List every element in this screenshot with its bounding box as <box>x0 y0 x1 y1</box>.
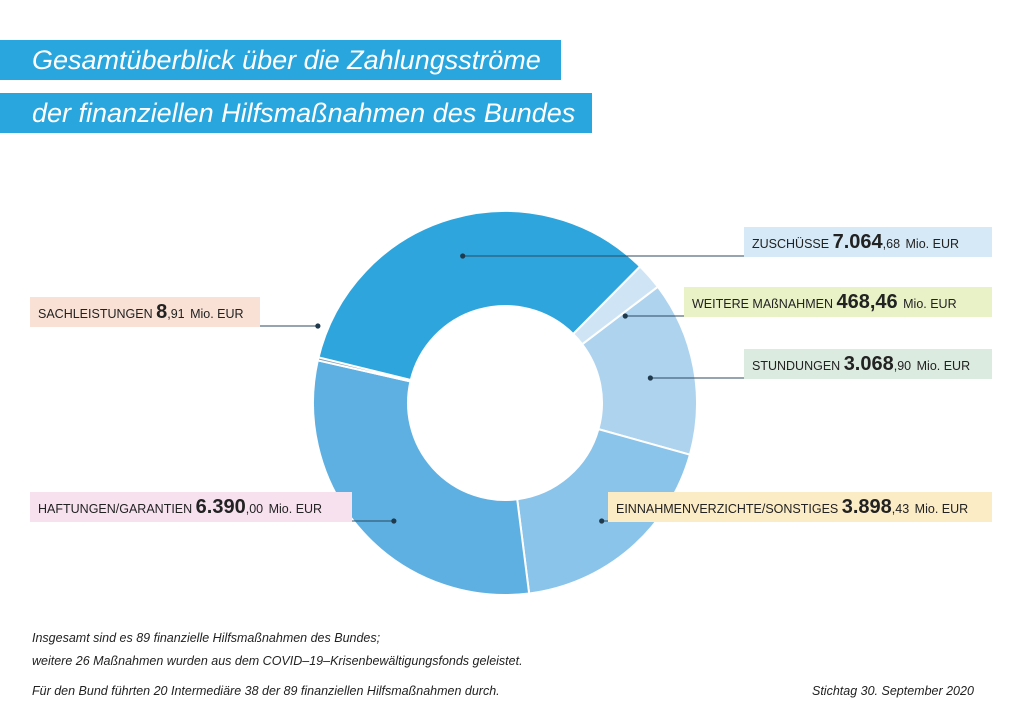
label-stundungen-value-int: 3.068 <box>843 353 894 375</box>
label-haftungen <box>30 492 352 522</box>
label-sachleistungen <box>30 297 260 327</box>
footer-line-3: Für den Bund führten 20 Intermediäre 38 der 89 finanziellen Hilfsmaßnahmen durch. <box>32 684 500 698</box>
label-einnahmen-value-int: 3.898 <box>841 496 892 518</box>
label-haftungen-unit: Mio. EUR <box>268 502 323 516</box>
label-einnahmen-value-dec: ,43 <box>891 502 910 516</box>
label-zuschuesse-value-int: 7.064 <box>832 231 883 253</box>
label-zuschuesse-value-dec: ,68 <box>882 237 901 251</box>
label-zuschuesse-name: ZUSCHÜSSE <box>752 237 830 251</box>
leader-dot-haftungen <box>391 518 396 523</box>
label-sachleistungen-value-dec: ,91 <box>167 307 185 321</box>
label-weitere-massnahmen <box>684 287 992 317</box>
label-haftungen-name: HAFTUNGEN/GARANTIEN <box>38 502 193 516</box>
label-stundungen-value-dec: ,90 <box>893 359 912 373</box>
footer-line-1: Insgesamt sind es 89 finanzielle Hilfsmaßnahmen des Bundes; <box>32 631 381 645</box>
label-sachleistungen-value-int: 8 <box>156 301 168 323</box>
label-einnahmen-name: EINNAHMENVERZICHTE/SONSTIGES <box>616 502 839 516</box>
label-einnahmenverzichte <box>608 492 992 522</box>
leader-dot-weitere <box>623 313 628 318</box>
label-zuschuesse-unit: Mio. EUR <box>905 237 959 251</box>
label-weitere-value-int: 468,46 <box>836 291 898 313</box>
label-haftungen-value-dec: ,00 <box>245 502 264 516</box>
label-weitere-unit: Mio. EUR <box>903 297 957 311</box>
title-line-1: Gesamtüberblick über die Zahlungsströme <box>0 40 561 80</box>
leader-dot-einnahmen <box>599 518 604 523</box>
footer-date: Stichtag 30. September 2020 <box>812 684 974 698</box>
slice-haftungen <box>313 360 529 595</box>
label-zuschuesse <box>744 227 992 257</box>
label-stundungen-name: STUNDUNGEN <box>752 359 841 373</box>
leader-dot-sachleistungen <box>315 323 320 328</box>
label-weitere-name: WEITERE MAßNAHMEN <box>692 297 833 311</box>
label-sachleistungen-name: SACHLEISTUNGEN <box>38 307 153 321</box>
label-stundungen <box>744 349 992 379</box>
label-einnahmen-unit: Mio. EUR <box>914 502 969 516</box>
footer-line-2: weitere 26 Maßnahmen wurden aus dem COVID–19–Krisenbewältigungsfonds geleistet. <box>32 654 523 668</box>
label-sachleistungen-unit: Mio. EUR <box>190 307 244 321</box>
title-line-2: der finanziellen Hilfsmaßnahmen des Bundes <box>0 93 592 133</box>
label-stundungen-unit: Mio. EUR <box>916 359 971 373</box>
leader-dot-zuschuesse <box>460 253 465 258</box>
label-haftungen-value-int: 6.390 <box>195 496 246 518</box>
leader-dot-stundungen <box>648 375 653 380</box>
